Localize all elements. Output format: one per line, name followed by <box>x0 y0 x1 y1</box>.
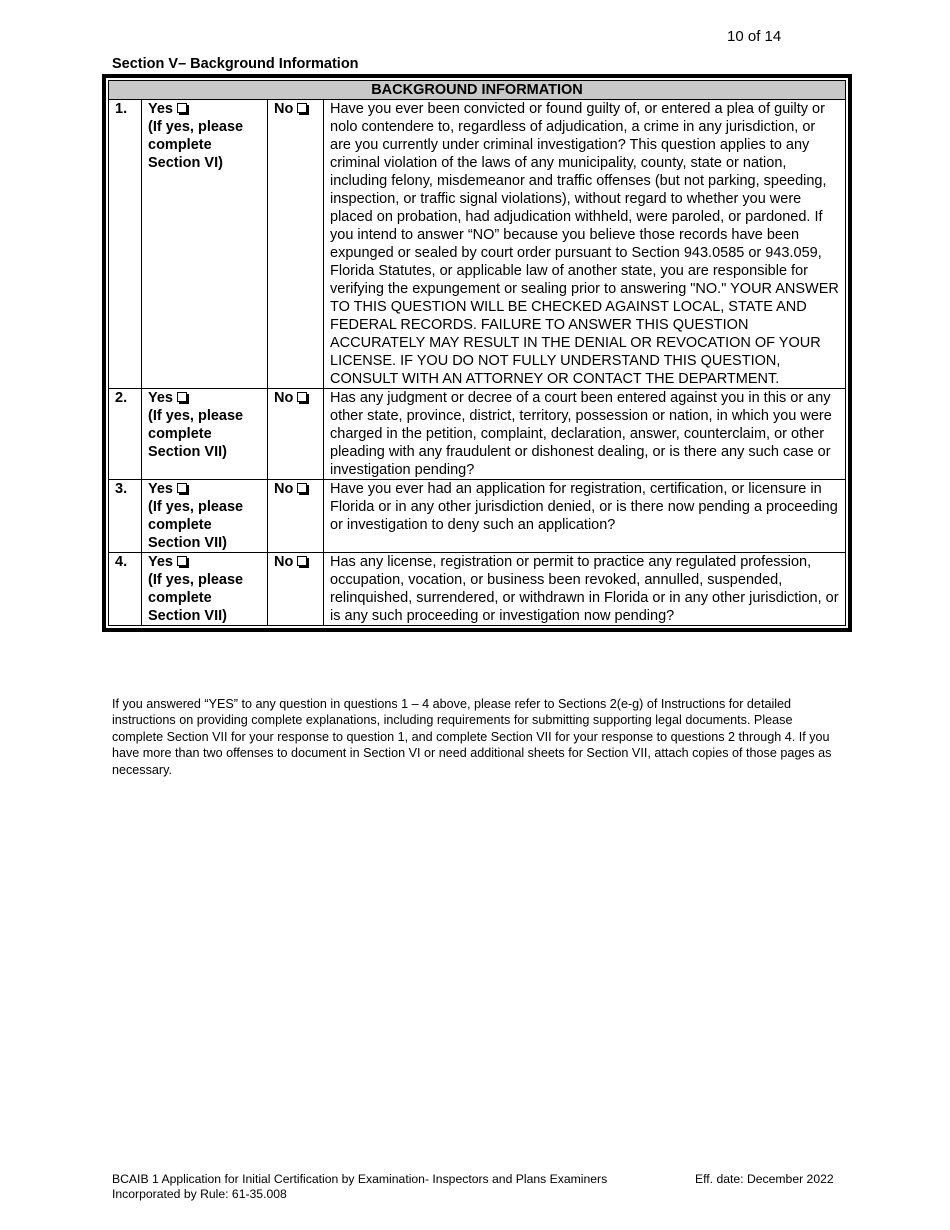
instructions-note: If you answered “YES” to any question in questions 1 – 4 above, please refer to Sections 2(e-g) of Instructions for detailed instructions on providing complete explanations, including requirements for submitting supporting legal documents. Please complete Section VII for your response to question 1, and complete Section VII for your response to questions 2 through 4. If you have more than two offenses to document in Section VI or need additional sheets for Section VII, attach copies of those pages as necessary. <box>112 697 832 777</box>
checkbox-square-icon[interactable] <box>297 556 307 566</box>
footer-form-title: BCAIB 1 Application for Initial Certification by Examination- Inspectors and Plans Examiners <box>112 1172 608 1186</box>
question-text: Has any license, registration or permit to practice any regulated profession, occupation, vocation, or business been revoked, annulled, suspended, relinquished, surrendered, or withdrawn in Florida or in any other jurisdiction, or is any such proceeding or investigation now pending? <box>324 553 846 626</box>
no-label: No <box>274 554 294 570</box>
table-row <box>109 389 846 480</box>
question-number: 3. <box>109 480 142 553</box>
question-number: 2. <box>109 389 142 480</box>
no-cell <box>268 553 324 626</box>
yes-cell <box>142 100 268 389</box>
footer-rule: Incorporated by Rule: 61-35.008 <box>112 1187 287 1201</box>
yes-note: (If yes, please complete Section VII) <box>148 499 244 551</box>
no-cell <box>268 480 324 553</box>
yes-cell <box>142 389 268 480</box>
yes-note: (If yes, please complete Section VII) <box>148 572 244 624</box>
checkbox-square-icon[interactable] <box>177 392 187 402</box>
table-row <box>109 553 846 626</box>
table-header: BACKGROUND INFORMATION <box>109 81 846 100</box>
no-label: No <box>274 101 294 117</box>
yes-note: (If yes, please complete Section VII) <box>148 408 244 460</box>
background-table <box>108 80 846 626</box>
question-number: 4. <box>109 553 142 626</box>
section-heading: Section V– Background Information <box>112 56 359 72</box>
table-row <box>109 480 846 553</box>
yes-cell <box>142 553 268 626</box>
question-text: Have you ever had an application for registration, certification, or licensure in Florida or in any other jurisdiction denied, or is there now pending a proceeding or investigation to deny such an application? <box>324 480 846 553</box>
no-label: No <box>274 390 294 406</box>
yes-label: Yes <box>148 554 173 570</box>
checkbox-square-icon[interactable] <box>297 103 307 113</box>
yes-label: Yes <box>148 390 173 406</box>
page-number: 10 of 14 <box>727 28 782 45</box>
checkbox-square-icon[interactable] <box>177 103 187 113</box>
checkbox-square-icon[interactable] <box>297 392 307 402</box>
table-row <box>109 100 846 389</box>
yes-note: (If yes, please complete Section VI) <box>148 119 244 171</box>
table-header-row <box>109 81 846 100</box>
yes-label: Yes <box>148 101 173 117</box>
checkbox-square-icon[interactable] <box>177 483 187 493</box>
no-label: No <box>274 481 294 497</box>
question-text: Have you ever been convicted or found guilty of, or entered a plea of guilty or nolo contendere to, regardless of adjudication, a crime in any jurisdiction, or are you currently under criminal investigation? This question applies to any criminal violation of the laws of any municipality, county, state or nation, including felony, misdemeanor and traffic offenses (but not parking, speeding, inspection, or traffic signal violations), without regard to whether you were placed on probation, had adjudication withheld, were paroled, or pardoned. If you intend to answer “NO” because you believe those records have been expunged or sealed by court order pursuant to Section 943.0585 or 943.059, Florida Statutes, or applicable law of another state, you are responsible for verifying the expungement or sealing prior to answering "NO." YOUR ANSWER TO THIS QUESTION WILL BE CHECKED AGAINST LOCAL, STATE AND FEDERAL RECORDS. FAILURE TO ANSWER THIS QUESTION ACCURATELY MAY RESULT IN THE DENIAL OR REVOCATION OF YOUR LICENSE. IF YOU DO NOT FULLY UNDERSTAND THIS QUESTION, CONSULT WITH AN ATTORNEY OR CONTACT THE DEPARTMENT. <box>324 100 846 389</box>
footer-effective-date: Eff. date: December 2022 <box>695 1172 834 1186</box>
background-information-form <box>102 74 852 632</box>
yes-cell <box>142 480 268 553</box>
question-number: 1. <box>109 100 142 389</box>
no-cell <box>268 100 324 389</box>
yes-label: Yes <box>148 481 173 497</box>
question-text: Has any judgment or decree of a court been entered against you in this or any other state, province, district, territory, possession or nation, in which you were charged in the petition, complaint, declaration, answer, counterclaim, or other pleading with any fraudulent or dishonest dealing, or is there any such case or investigation pending? <box>324 389 846 480</box>
checkbox-square-icon[interactable] <box>297 483 307 493</box>
footer-left <box>112 1172 607 1202</box>
no-cell <box>268 389 324 480</box>
checkbox-square-icon[interactable] <box>177 556 187 566</box>
